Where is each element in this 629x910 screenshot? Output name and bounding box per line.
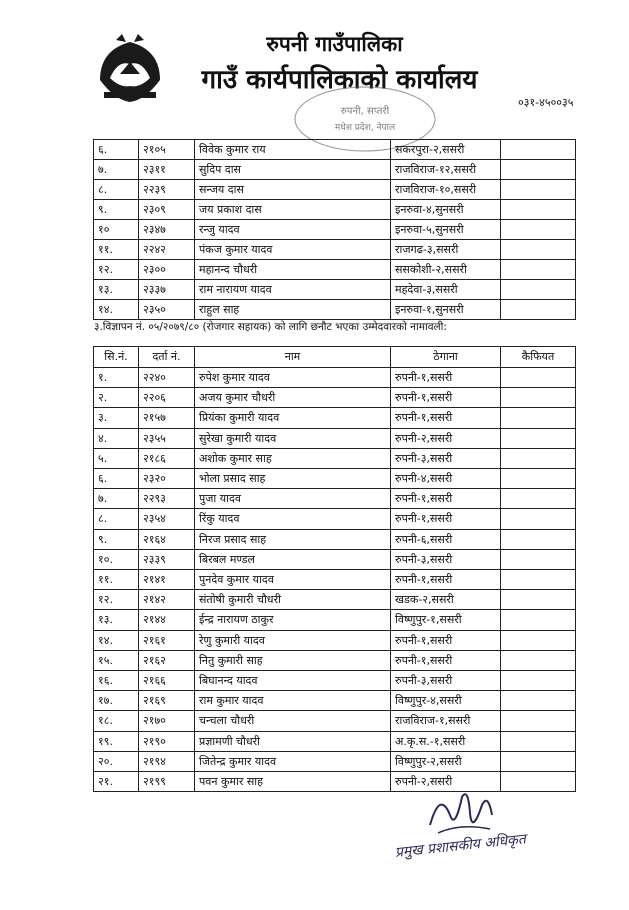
registration-cell: २२४२: [139, 240, 195, 260]
name-cell: जितेन्द्र कुमार यादव: [195, 751, 391, 771]
name-cell: पंकज कुमार यादव: [195, 240, 391, 260]
name-cell: रुपेश कुमार यादव: [195, 368, 391, 388]
registration-cell: २३५५: [139, 428, 195, 448]
address-cell: इनरुवा-४,सुनसरी: [391, 200, 501, 220]
signatory-title: प्रमुख प्रशासकीय अधिकृत: [394, 831, 527, 861]
address-cell: अ.कृ.स.-१,ससरी: [391, 731, 501, 751]
serial-cell: ५.: [94, 448, 139, 468]
name-cell: सुदिप दास: [195, 160, 391, 180]
address-cell: रुपनी-१,ससरी: [391, 630, 501, 650]
name-cell: रेणु कुमारी यादव: [195, 630, 391, 650]
table-row: [94, 691, 576, 711]
remarks-cell: [501, 529, 576, 549]
table-row: [94, 469, 576, 489]
serial-cell: ६.: [94, 140, 139, 160]
serial-cell: १५.: [94, 650, 139, 670]
office-name: गाउँ कार्यपालिकाको कार्यालय: [201, 65, 478, 95]
remarks-cell: [501, 630, 576, 650]
name-cell: विवेक कुमार राय: [195, 140, 391, 160]
registration-cell: २१४४: [139, 610, 195, 630]
table-row: [94, 408, 576, 428]
serial-cell: ८.: [94, 180, 139, 200]
name-cell: नितु कुमारी साह: [195, 650, 391, 670]
address-cell: विष्णुपुर-१,ससरी: [391, 610, 501, 630]
name-cell: अजय कुमार चौधरी: [195, 388, 391, 408]
remarks-cell: [501, 671, 576, 691]
serial-cell: ९.: [94, 200, 139, 220]
address-cell: इनरुवा-५,सुनसरी: [391, 220, 501, 240]
address-cell: सकरपुरा-२,ससरी: [391, 140, 501, 160]
address-cell: रुपनी-१,ससरी: [391, 388, 501, 408]
serial-cell: १४.: [94, 630, 139, 650]
registration-cell: २२०६: [139, 388, 195, 408]
table-row: [94, 260, 576, 280]
table-row: [94, 280, 576, 300]
candidate-table-continued: [93, 139, 576, 320]
registration-cell: २१६१: [139, 630, 195, 650]
serial-cell: ११.: [94, 240, 139, 260]
address-cell: राजगढ-३,ससरी: [391, 240, 501, 260]
registration-cell: २२९३: [139, 489, 195, 509]
registration-cell: २१८६: [139, 448, 195, 468]
name-cell: सुरेखा कुमारी यादव: [195, 428, 391, 448]
serial-cell: ३.: [94, 408, 139, 428]
name-cell: चन्चला चौधरी: [195, 711, 391, 731]
remarks-cell: [501, 260, 576, 280]
registration-cell: २३५०: [139, 300, 195, 320]
table-row: [94, 610, 576, 630]
svg-text:मधेश प्रदेश, नेपाल: मधेश प्रदेश, नेपाल: [334, 123, 396, 133]
remarks-cell: [501, 469, 576, 489]
remarks-cell: [501, 428, 576, 448]
header-address: ठेगाना: [391, 347, 501, 368]
remarks-cell: [501, 448, 576, 468]
name-cell: सन्जय दास: [195, 180, 391, 200]
table-header-row: [94, 347, 576, 368]
registration-cell: २१९०: [139, 731, 195, 751]
remarks-cell: [501, 220, 576, 240]
remarks-cell: [501, 180, 576, 200]
header-name: नाम: [195, 347, 391, 368]
registration-cell: २१५७: [139, 408, 195, 428]
remarks-cell: [501, 280, 576, 300]
remarks-cell: [501, 772, 576, 792]
name-cell: निरज प्रसाद साह: [195, 529, 391, 549]
table-row: [94, 711, 576, 731]
header-registration: दर्ता नं.: [139, 347, 195, 368]
address-cell: विष्णुपुर-४,ससरी: [391, 691, 501, 711]
table-row: [94, 448, 576, 468]
serial-cell: ११.: [94, 570, 139, 590]
remarks-cell: [501, 610, 576, 630]
table-row: [94, 180, 576, 200]
address-cell: रुपनी-१,ससरी: [391, 570, 501, 590]
serial-cell: ७.: [94, 489, 139, 509]
registration-cell: २१४२: [139, 590, 195, 610]
address-cell: रुपनी-१,ससरी: [391, 408, 501, 428]
table-row: [94, 549, 576, 569]
address-cell: रुपनी-१,ससरी: [391, 509, 501, 529]
address-cell: रुपनी-३,ससरी: [391, 671, 501, 691]
table-row: [94, 240, 576, 260]
header-remarks: कैफियत: [501, 347, 576, 368]
registration-cell: २१६२: [139, 650, 195, 670]
serial-cell: १२.: [94, 590, 139, 610]
table-row: [94, 509, 576, 529]
address-cell: रुपनी-३,ससरी: [391, 549, 501, 569]
name-cell: पुजा यादव: [195, 489, 391, 509]
address-cell: रुपनी-१,ससरी: [391, 368, 501, 388]
table-row: [94, 630, 576, 650]
address-cell: विष्णुपुर-२,ससरी: [391, 751, 501, 771]
registration-cell: २३११: [139, 160, 195, 180]
name-cell: राहुल साह: [195, 300, 391, 320]
remarks-cell: [501, 731, 576, 751]
name-cell: महानन्द चौधरी: [195, 260, 391, 280]
serial-cell: २१.: [94, 772, 139, 792]
registration-cell: २१६४: [139, 529, 195, 549]
table-row: [94, 160, 576, 180]
name-cell: अशोक कुमार साह: [195, 448, 391, 468]
remarks-cell: [501, 240, 576, 260]
serial-cell: ८.: [94, 509, 139, 529]
serial-cell: ७.: [94, 160, 139, 180]
remarks-cell: [501, 300, 576, 320]
address-cell: राजविराज-१,ससरी: [391, 711, 501, 731]
table-row: [94, 590, 576, 610]
serial-cell: १.: [94, 368, 139, 388]
table-row: [94, 200, 576, 220]
registration-cell: २१९४: [139, 751, 195, 771]
name-cell: बिरबल मण्डल: [195, 549, 391, 569]
remarks-cell: [501, 751, 576, 771]
remarks-cell: [501, 368, 576, 388]
remarks-cell: [501, 691, 576, 711]
serial-cell: १०.: [94, 549, 139, 569]
name-cell: बिघानन्द यादव: [195, 671, 391, 691]
remarks-cell: [501, 200, 576, 220]
municipality-name: रुपनी गाउँपालिका: [266, 32, 403, 56]
remarks-cell: [501, 570, 576, 590]
serial-cell: १९.: [94, 731, 139, 751]
name-cell: संतोषी कुमारी चौधरी: [195, 590, 391, 610]
address-cell: ससकोशी-२,ससरी: [391, 260, 501, 280]
name-cell: रिंकु यादव: [195, 509, 391, 529]
address-cell: राजविराज-१०,ससरी: [391, 180, 501, 200]
table-row: [94, 428, 576, 448]
remarks-cell: [501, 388, 576, 408]
address-cell: रुपनी-६,ससरी: [391, 529, 501, 549]
name-cell: राम नारायण यादव: [195, 280, 391, 300]
address-cell: इनरुवा-१,सुनसरी: [391, 300, 501, 320]
table-row: [94, 489, 576, 509]
address-cell: रुपनी-३,ससरी: [391, 448, 501, 468]
table-row: [94, 570, 576, 590]
table-row: [94, 300, 576, 320]
address-cell: राजविराज-१२,ससरी: [391, 160, 501, 180]
name-cell: राम कुमार यादव: [195, 691, 391, 711]
serial-cell: १६.: [94, 671, 139, 691]
address-cell: रुपनी-२,ससरी: [391, 772, 501, 792]
serial-cell: १२.: [94, 260, 139, 280]
name-cell: पुनदेव कुमार यादव: [195, 570, 391, 590]
registration-cell: २१६९: [139, 691, 195, 711]
serial-cell: १४.: [94, 300, 139, 320]
registration-cell: २१४१: [139, 570, 195, 590]
table-row: [94, 529, 576, 549]
table-row: [94, 140, 576, 160]
name-cell: ईन्द्र नारायण ठाकुर: [195, 610, 391, 630]
serial-cell: १८.: [94, 711, 139, 731]
serial-cell: १७.: [94, 691, 139, 711]
registration-cell: २१६६: [139, 671, 195, 691]
address-cell: रुपनी-१,ससरी: [391, 489, 501, 509]
table-row: [94, 650, 576, 670]
serial-cell: १०: [94, 220, 139, 240]
table-row: [94, 731, 576, 751]
phone-number: ०३१-४५००३५: [518, 96, 574, 109]
remarks-cell: [501, 711, 576, 731]
svg-text:रुपनी, सप्तरी: रुपनी, सप्तरी: [340, 106, 390, 117]
registration-cell: २२४०: [139, 368, 195, 388]
selected-candidates-table: [93, 346, 576, 792]
registration-cell: २३३९: [139, 549, 195, 569]
serial-cell: ६.: [94, 469, 139, 489]
registration-cell: २१०५: [139, 140, 195, 160]
registration-cell: २१७०: [139, 711, 195, 731]
name-cell: भोला प्रसाद साह: [195, 469, 391, 489]
registration-cell: २२३९: [139, 180, 195, 200]
address-cell: महदेवा-३,ससरी: [391, 280, 501, 300]
registration-cell: २३२०: [139, 469, 195, 489]
table-row: [94, 220, 576, 240]
registration-cell: २१९९: [139, 772, 195, 792]
serial-cell: ४.: [94, 428, 139, 448]
registration-cell: २३५४: [139, 509, 195, 529]
address-cell: रुपनी-१,ससरी: [391, 650, 501, 670]
table-row: [94, 368, 576, 388]
signature-icon: [420, 785, 500, 840]
remarks-cell: [501, 489, 576, 509]
name-cell: पवन कुमार साह: [195, 772, 391, 792]
name-cell: प्रज्ञामणी चौधरी: [195, 731, 391, 751]
remarks-cell: [501, 509, 576, 529]
address-cell: रुपनी-४,ससरी: [391, 469, 501, 489]
remarks-cell: [501, 549, 576, 569]
remarks-cell: [501, 160, 576, 180]
remarks-cell: [501, 590, 576, 610]
serial-cell: १३.: [94, 280, 139, 300]
table-row: [94, 388, 576, 408]
name-cell: प्रियंका कुमारी यादव: [195, 408, 391, 428]
remarks-cell: [501, 408, 576, 428]
registration-cell: २३००: [139, 260, 195, 280]
table-row: [94, 772, 576, 792]
remarks-cell: [501, 650, 576, 670]
registration-cell: २३०९: [139, 200, 195, 220]
serial-cell: १३.: [94, 610, 139, 630]
registration-cell: २३३७: [139, 280, 195, 300]
serial-cell: २.: [94, 388, 139, 408]
name-cell: जय प्रकाश दास: [195, 200, 391, 220]
remarks-cell: [501, 140, 576, 160]
header-serial: सि.नं.: [94, 347, 139, 368]
name-cell: रन्जु यादव: [195, 220, 391, 240]
table-row: [94, 671, 576, 691]
address-cell: खडक-२,ससरी: [391, 590, 501, 610]
address-cell: रुपनी-२,ससरी: [391, 428, 501, 448]
table-row: [94, 751, 576, 771]
serial-cell: २०.: [94, 751, 139, 771]
notice-text: ३.विज्ञापन नं. ०५/२०७९/८० (रोजगार सहायक) को लागि छनौट भएका उम्मेदवारको नामावली:: [94, 321, 447, 333]
serial-cell: ९.: [94, 529, 139, 549]
registration-cell: २३४७: [139, 220, 195, 240]
